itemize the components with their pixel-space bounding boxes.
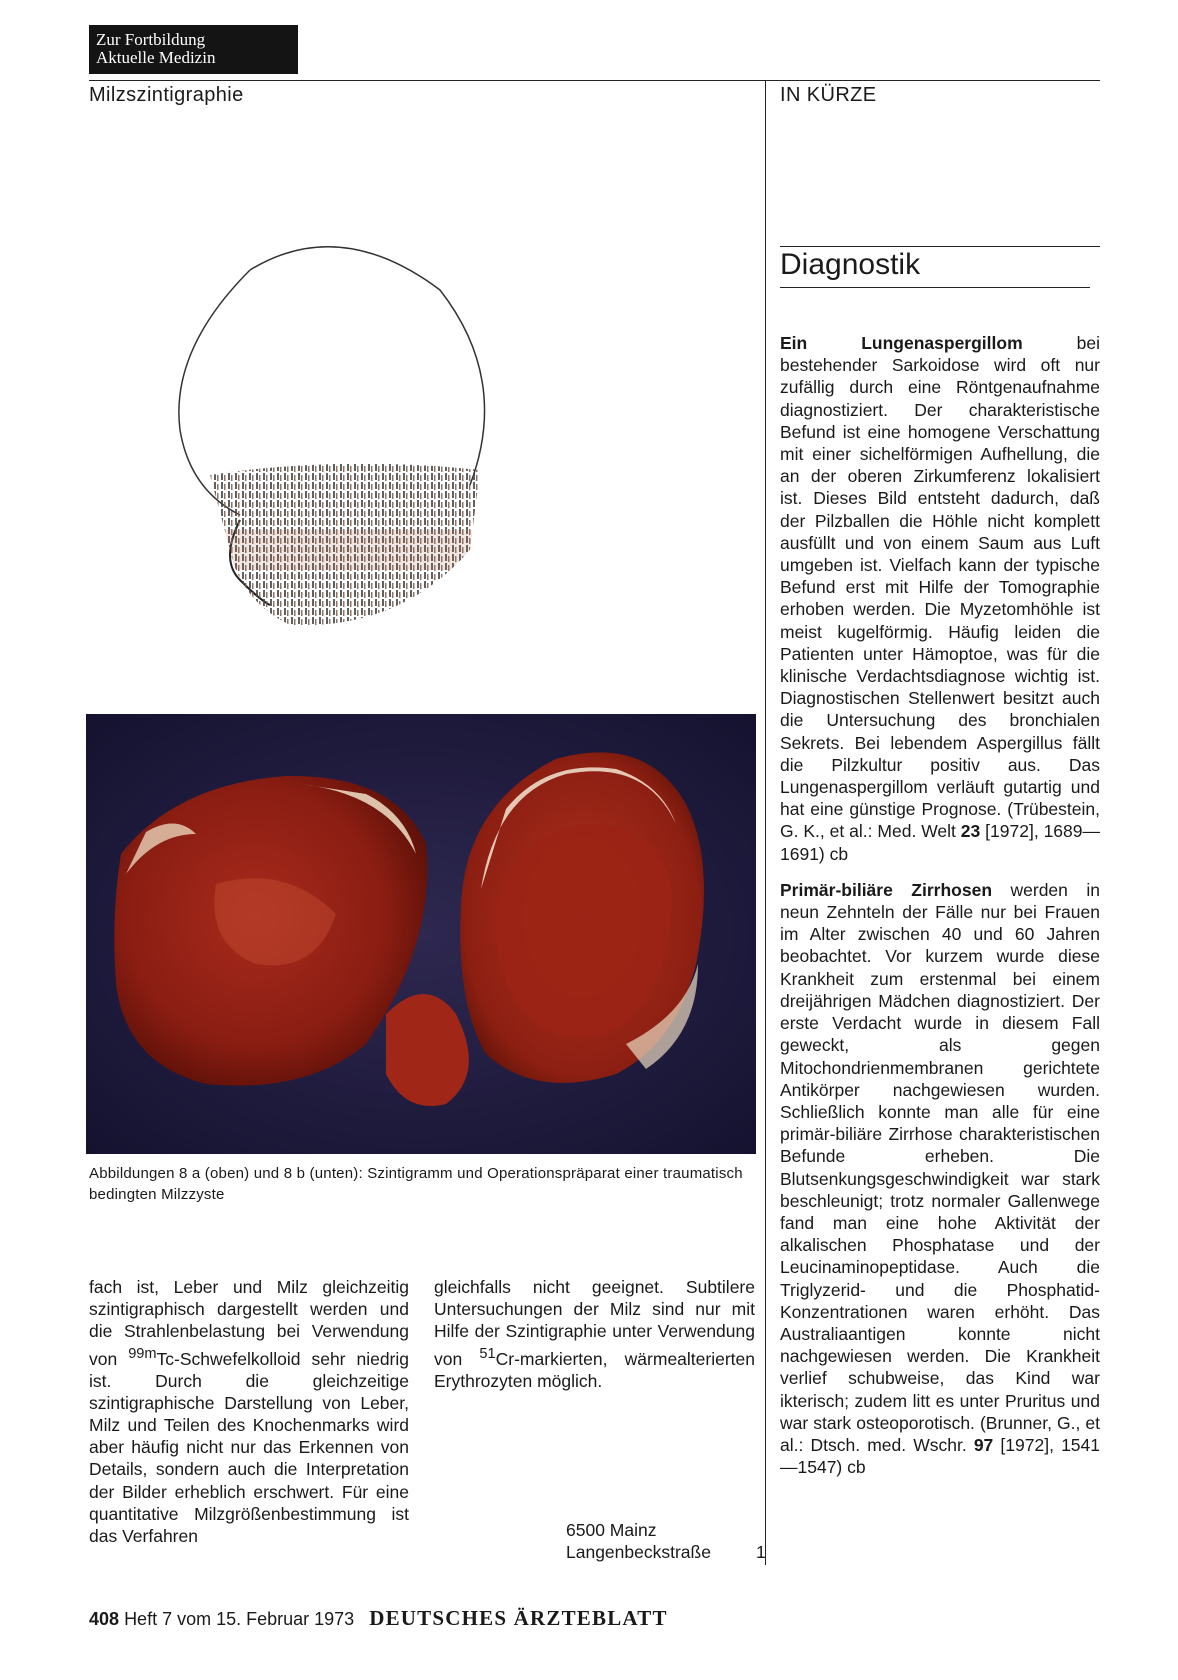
figure-caption: Abbildungen 8 a (oben) und 8 b (unten): Szintigramm und Operationspräparat einer traumatisch bedingten Milzzyste: [89, 1165, 743, 1203]
section-badge: [89, 25, 298, 74]
paragraph: [89, 1276, 409, 1547]
diagnostik-heading: Diagnostik: [780, 248, 921, 281]
news-item-aspergillom: [780, 332, 1100, 865]
diagnostik-rule-bottom: [780, 287, 1090, 288]
isotope-superscript: 51: [479, 1345, 496, 1362]
scintigram-image: [150, 230, 530, 685]
author-address: [566, 1519, 766, 1563]
item-volume: 97: [973, 1434, 994, 1455]
isotope-superscript: 99m: [128, 1345, 157, 1362]
section-title-left: Milzszintigraphie: [89, 84, 244, 106]
address-street-line: [566, 1541, 766, 1563]
text-segment: gleichfalls nicht geeignet. Subtilere Untersuchungen der Milz sind nur mit Hilfe der Szintigraphie unter Verwendung von: [434, 1277, 755, 1369]
issue-info: Heft 7 vom 15. Februar 1973: [124, 1609, 355, 1629]
specimen-photo: [86, 714, 756, 1154]
diagnostik-rule-top: [780, 246, 1100, 247]
badge-line-2: Aktuelle Medizin: [96, 48, 216, 67]
magazine-name: DEUTSCHES ÄRZTEBLATT: [369, 1606, 668, 1630]
page-number: 408: [89, 1609, 120, 1629]
text-segment: Tc-Schwefelkolloid sehr niedrig ist. Durch die gleichzeitige szintigraphische Darstellung von Leber, Milz und Teilen des Knochenmarks wird aber häufig nicht nur das Erkennen von Details, sondern auch die Interpretation der Bilder erheblich erschwert. Für eine quantitative Milzgrößenbestimmung ist das Verfahren: [89, 1348, 410, 1547]
address-street: Langenbeckstraße: [566, 1542, 711, 1562]
body-column-1: [89, 1276, 409, 1547]
item-lead: Primär-biliäre Zirrhosen: [780, 879, 993, 900]
page-footer: [89, 1606, 668, 1631]
address-city: 6500 Mainz: [566, 1520, 657, 1540]
text-segment: Cr-markierten, wärmealterierten Erythrozyten möglich.: [434, 1348, 755, 1391]
section-title-right: IN KÜRZE: [780, 84, 877, 106]
item-text: bei bestehender Sarkoidose wird oft nur zufällig durch eine Röntgenaufnahme diagnostiziert. Der charakteristische Befund ist eine homogene Verschattung mit einer sichelförmigen Aufhellung, die an der oberen Zirkumferenz lokalisiert ist. Dieses Bild entsteht dadurch, daß der Pilzballen die Höhle nicht komplett ausfüllt und von einem Saum aus Luft umgeben ist. Vielfach kann der typische Befund erst mit Hilfe der Tomographie erhoben werden. Die Myzetomhöhle ist meist kugelförmig. Häufig leiden die Patienten unter Hämoptoe, was für die klinische Verdachtsdiagnose wichtig ist. Diagnostischen Stellenwert besitzt auch die Untersuchung des bronchialen Sekrets. Bei lebendem Aspergillus fällt die Pilzkultur positiv aus. Das Lungenaspergillom verläuft gutartig und hat eine günstige Prognose. (Trübestein, G. K., et al.: Med. Welt: [780, 333, 1100, 842]
text-segment: fach ist, Leber und Milz gleichzeitig szintigraphisch dargestellt werden und die Strahlenbelastung bei Verwendung von: [89, 1277, 409, 1369]
item-text: [1972], 1689—1691) cb: [780, 821, 1101, 864]
address-number: 1: [756, 1542, 766, 1562]
body-column-2: [434, 1276, 755, 1392]
column-divider: [765, 81, 766, 1565]
header-rule: [89, 80, 1100, 81]
item-lead: Ein Lungenaspergillom: [780, 333, 1023, 353]
paragraph: [434, 1276, 755, 1392]
badge-line-1: Zur Fortbildung: [96, 30, 206, 49]
news-item-zirrhose: [780, 879, 1100, 1478]
item-text: [1972], 1541—1547) cb: [780, 1434, 1100, 1478]
in-kuerze-column: [780, 332, 1100, 1478]
item-text: werden in neun Zehnteln der Fälle nur bei Frauen im Alter zwischen 40 und 60 Jahren beobachtet. Vor kurzem wurde diese Krankheit zum erstenmal bei einem dreijährigen Mädchen diagnostiziert. Der erste Verdacht wurde in diesem Fall geweckt, als gegen Mitochondrienmembranen gerichtete Antikörper nachgewiesen wurden. Schließlich konnte man alle für eine primär-biliäre Zirrhose charakteristischen Befunde erheben. Die Blutsenkungsgeschwindigkeit war stark beschleunigt; trotz normaler Gallenwege fand man eine hohe Aktivität der alkalischen Phosphatase und der Leucinaminopeptidase. Auch die Triglyzerid- und die Phosphatid-Konzentrationen waren erhöht. Das Australiaantigen konnte nicht nachgewiesen werden. Die Krankheit verlief schubweise, das Kind war ikterisch; zudem litt es unter Pruritus und war stark osteoporotisch. (Brunner, G., et al.: Dtsch. med. Wschr.: [780, 879, 1100, 1455]
item-volume: 23: [960, 821, 981, 842]
